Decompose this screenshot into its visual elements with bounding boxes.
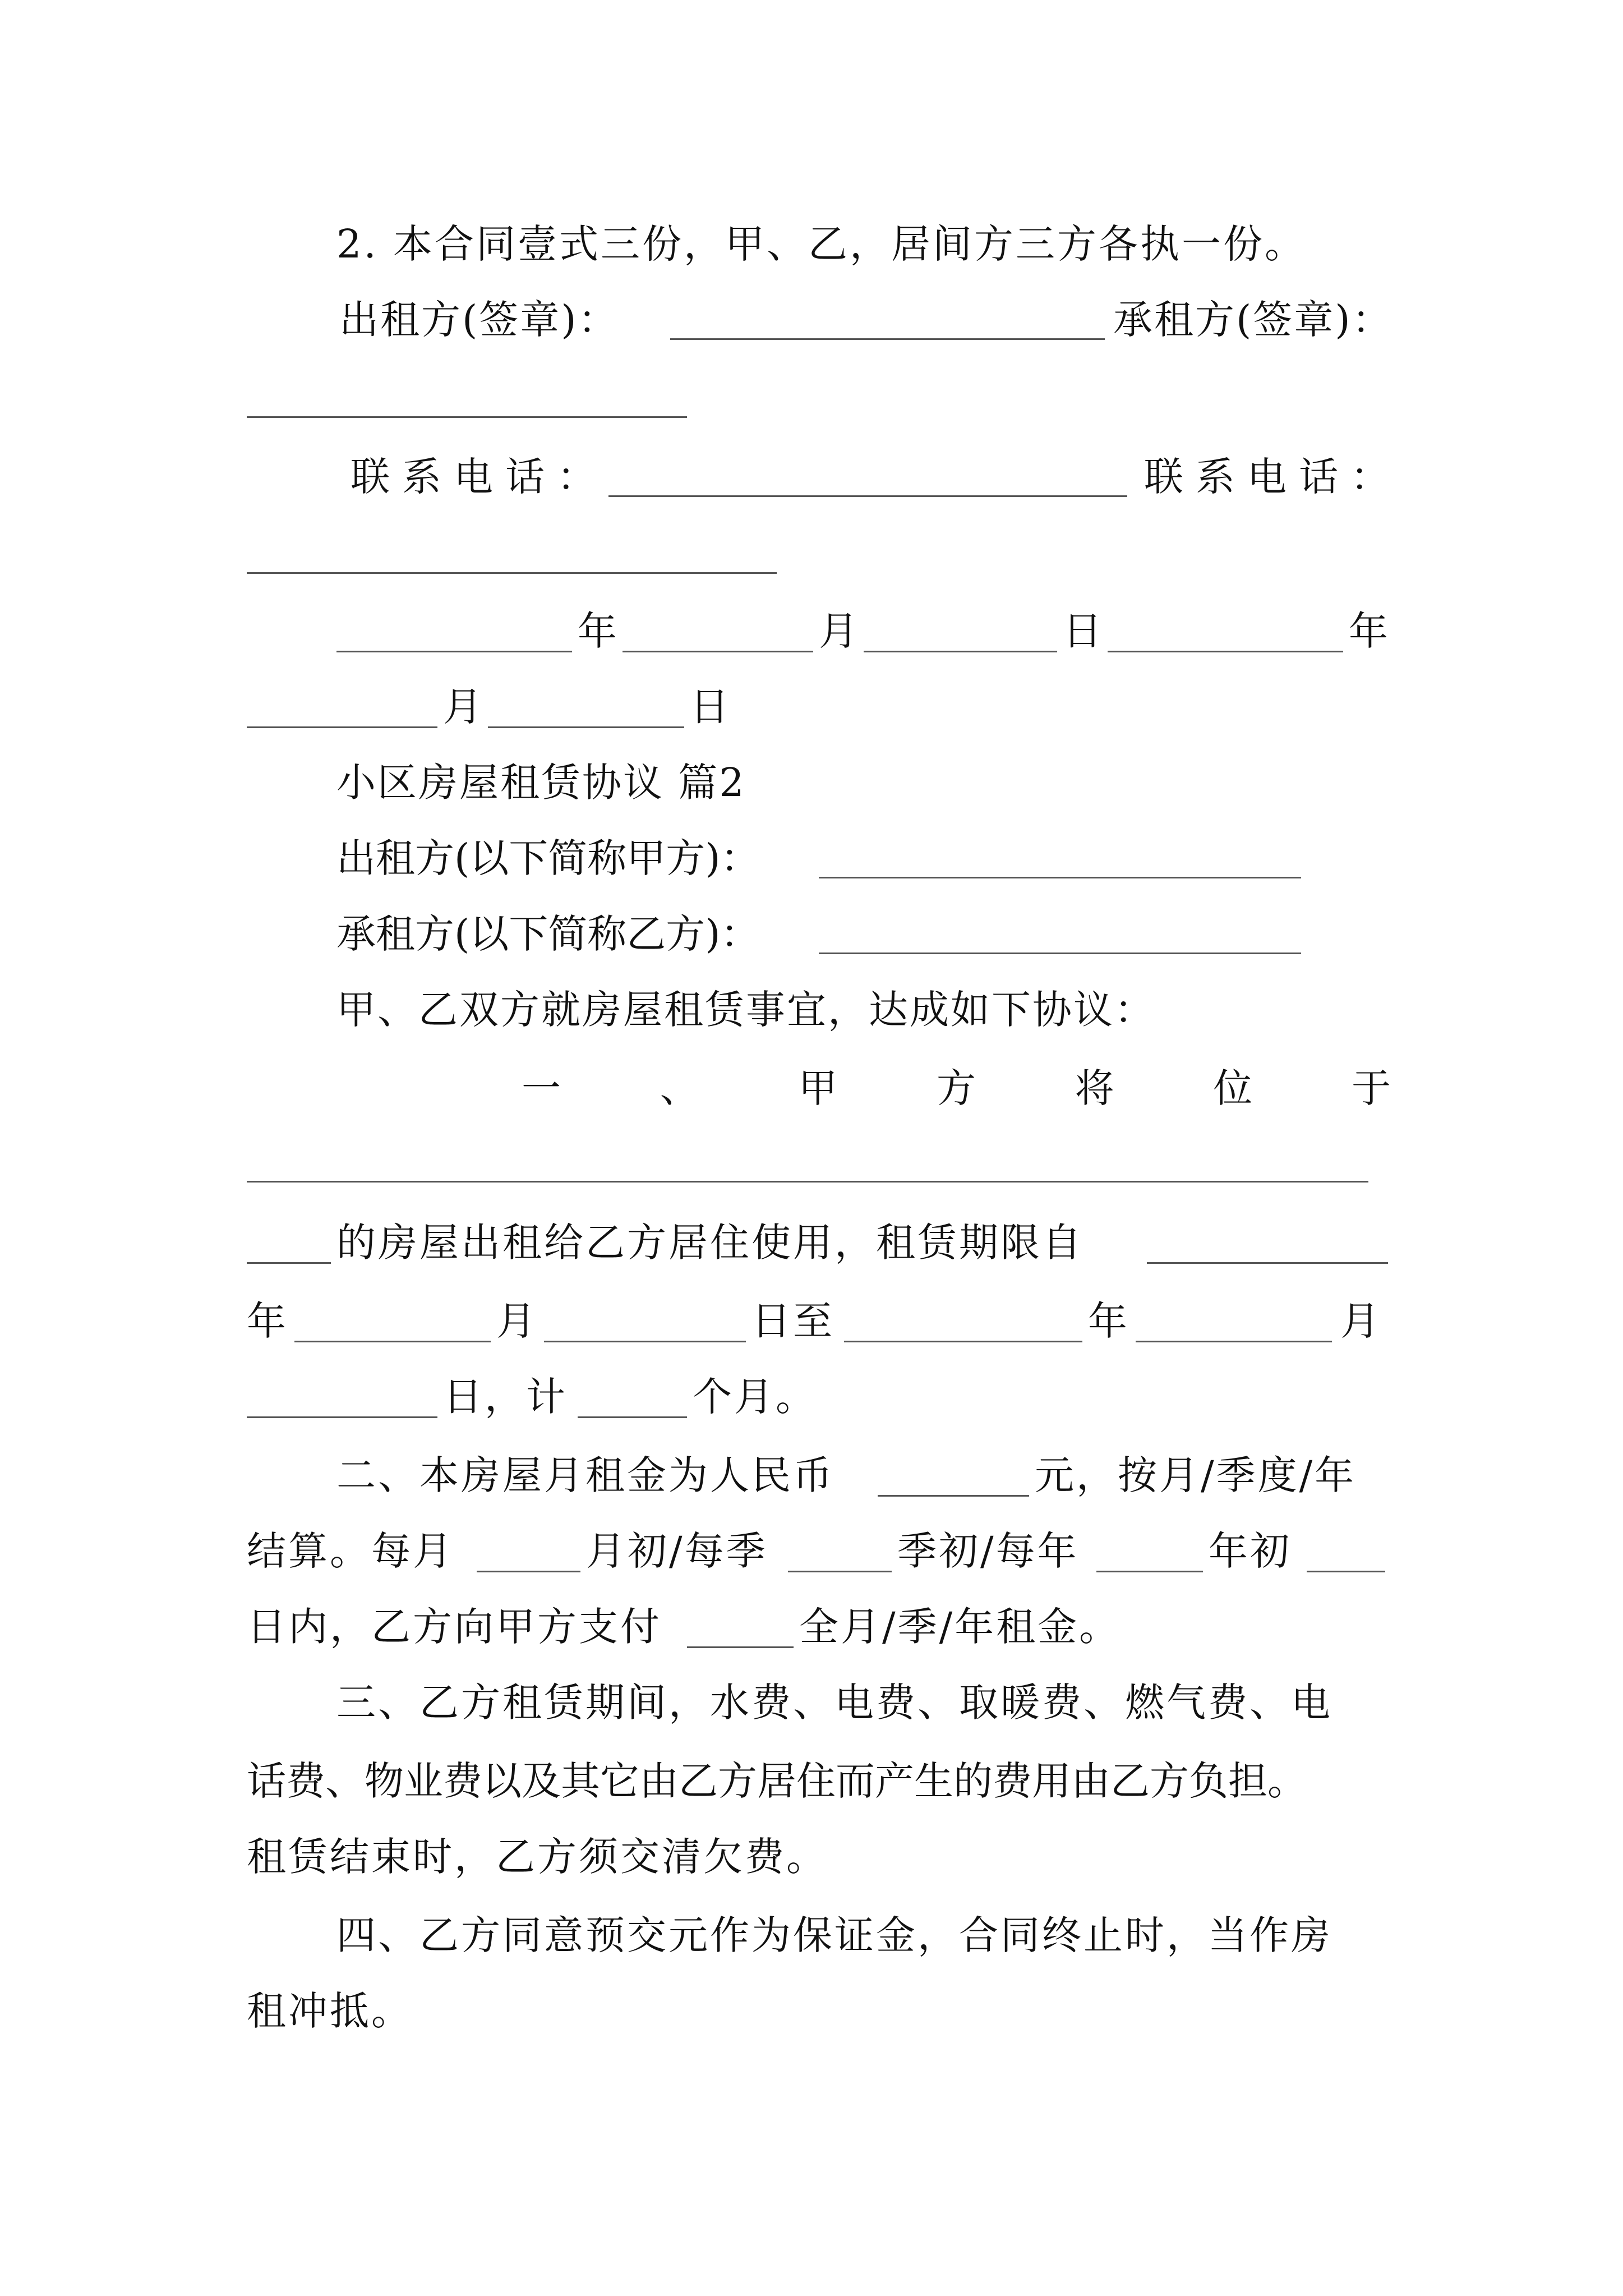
clause1-text: 的房屋出租给乙方居住使用，租赁期限自 [336,1220,1083,1266]
date2-year-blank [1108,651,1343,652]
clause1-char: 方 [936,1065,976,1111]
date2-month-blank [247,726,437,728]
clause2-text-d1: 日内，乙方向甲方支付 [247,1604,662,1650]
clause2-month-blank [477,1571,580,1572]
clause2-year-blank [1096,1571,1203,1572]
clause2-rent-blank [878,1495,1029,1497]
clause2-text-c4: 年初 [1209,1528,1292,1574]
lessor-signature-label: 出租方(签章)： [339,297,619,343]
lessor-label: 出租方(以下简称甲方)： [336,835,760,881]
date-month-blank [623,651,813,652]
clause2-text-a: 二、本房屋月租金为人民币 [336,1452,834,1498]
lessor-blank [819,877,1301,878]
clause3-line3: 租赁结束时，乙方须交清欠费。 [247,1834,828,1880]
clause1-month-label: 月 [496,1298,536,1344]
clause1-blank-a [247,1262,331,1264]
clause2-text-c2: 月初/每季 [586,1528,768,1574]
date-year-blank [336,651,572,652]
clause2-text-c3: 季初/每年 [897,1528,1079,1574]
clause2-quarter-blank [788,1571,892,1572]
clause1-year-label: 年 [247,1298,286,1344]
lessor-phone-label: 联系电话： [351,454,608,500]
clause1-months-blank [578,1416,687,1418]
clause1-char: 一 [522,1065,561,1111]
clause1-char: 位 [1213,1065,1253,1111]
date2-day-blank [488,726,684,728]
clause1-end-month-blank [1136,1341,1332,1342]
clause1-total-label: 日，计 [443,1374,568,1420]
clause4-line1: 四、乙方同意预交元作为保证金，合同终止时，当作房 [336,1912,1332,1958]
clause2-days-blank [1307,1571,1385,1572]
lessee-signature-blank [247,416,687,418]
date-day-label: 日 [1063,608,1102,654]
clause1-end-day-blank [247,1416,437,1418]
lessor-signature-blank [670,338,1105,340]
clause1-to-label: 日至 [751,1298,834,1344]
clause1-char: 、 [660,1065,699,1111]
clause1-spaced-line [522,1065,1391,1111]
lessee-phone-blank [247,572,777,574]
lessor-phone-blank [608,495,1127,497]
clause2-payment-blank [687,1646,794,1648]
clause1-start-day-blank [544,1341,746,1342]
date-month-label: 月 [819,608,858,654]
clause1-char: 将 [1075,1065,1114,1111]
clause1-end-year-label: 年 [1088,1298,1127,1344]
clause3-line1: 三、乙方租赁期间，水费、电费、取暖费、燃气费、电 [336,1680,1332,1726]
clause1-char: 于 [1351,1065,1391,1111]
lessee-phone-label: 联系电话： [1144,454,1402,500]
intro-text: 甲、乙双方就房屋租赁事宜，达成如下协议： [336,987,1155,1033]
lessee-label: 承租方(以下简称乙方)： [336,911,760,957]
clause-copies: 2. 本合同壹式三份，甲、乙，居间方三方各执一份。 [336,221,1307,267]
lessee-signature-label: 承租方(签章)： [1113,297,1393,343]
date2-day-label: 日 [690,684,729,730]
date2-month-label: 月 [443,684,482,730]
clause1-end-month-label: 月 [1340,1298,1380,1344]
clause2-text-c1: 结算。每月 [247,1528,454,1574]
clause1-start-month-blank [294,1341,491,1342]
clause3-line2: 话费、物业费以及其它由乙方居住而产生的费用由乙方负担。 [247,1758,1307,1804]
clause2-text-d2: 全月/季/年租金。 [799,1604,1121,1650]
clause1-start-year-blank [1147,1262,1388,1264]
date-year-label: 年 [578,608,617,654]
date2-year-label: 年 [1349,608,1388,654]
clause1-char: 甲 [798,1065,838,1111]
lessee-blank [819,953,1301,954]
clause1-address-blank [247,1181,1368,1182]
clause1-end-year-blank [844,1341,1082,1342]
clause1-months-label: 个月。 [693,1374,817,1420]
date-day-blank [864,651,1057,652]
clause4-line2: 租冲抵。 [247,1988,413,2034]
clause2-text-b: 元，按月/季度/年 [1035,1452,1357,1498]
section-title: 小区房屋租赁协议 篇2 [336,760,746,806]
